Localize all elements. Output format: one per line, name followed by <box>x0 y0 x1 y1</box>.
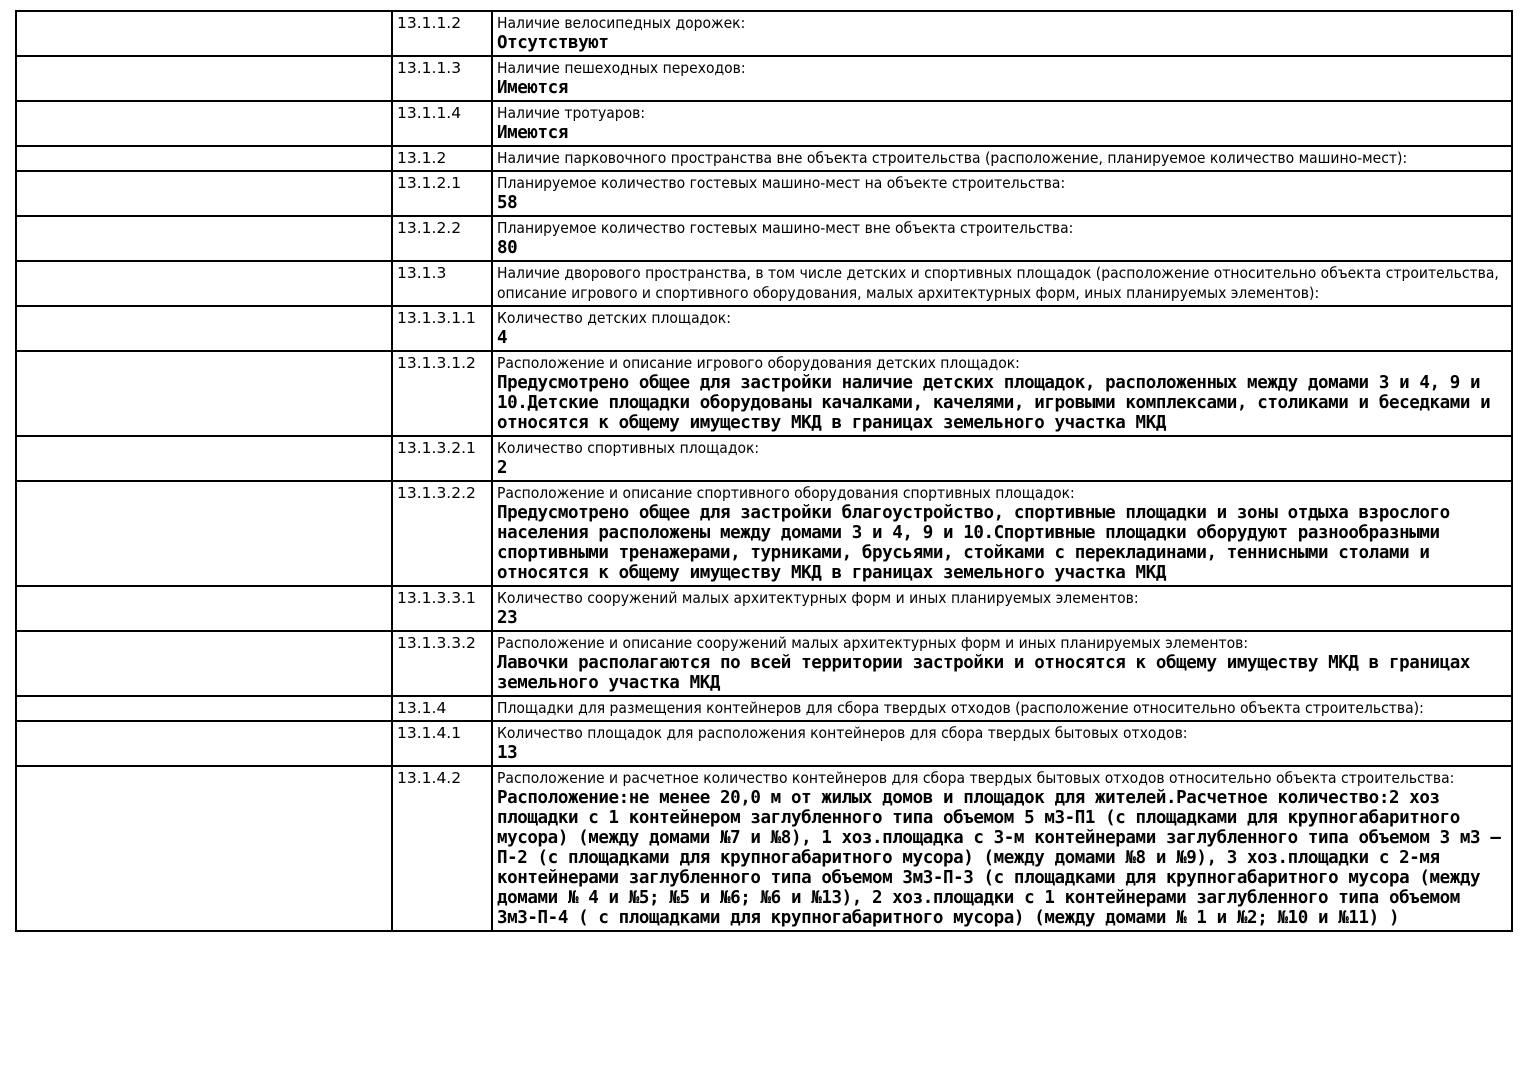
table-row <box>16 351 1512 436</box>
item-content-cell <box>492 101 1512 146</box>
empty-cell <box>16 721 392 766</box>
item-number: 13.1.3 <box>392 261 492 306</box>
item-label: Количество спортивных площадок: <box>497 439 760 457</box>
table-row <box>16 696 1512 721</box>
item-label: Наличие парковочного пространства вне объекта строительства (расположение, планируемое количество машино-мест): <box>497 149 1408 167</box>
table-row <box>16 721 1512 766</box>
item-value: Имеются <box>497 123 568 143</box>
project-declaration-table <box>15 10 1513 932</box>
item-number: 13.1.3.1.2 <box>392 351 492 436</box>
item-content-cell <box>492 631 1512 696</box>
empty-cell <box>16 56 392 101</box>
item-number: 13.1.4 <box>392 696 492 721</box>
item-number: 13.1.3.3.1 <box>392 586 492 631</box>
item-content-cell <box>492 696 1512 721</box>
item-label: Наличие дворового пространства, в том числе детских и спортивных площадок (расположение относительно объекта строительства, описание игрового и спортивного оборудования, малых архитектурных форм, иных планируемых элементов): <box>497 264 1499 302</box>
empty-cell <box>16 216 392 261</box>
item-number: 13.1.2 <box>392 146 492 171</box>
item-content-cell <box>492 146 1512 171</box>
item-content-cell <box>492 721 1512 766</box>
item-label: Наличие велосипедных дорожек: <box>497 14 746 32</box>
item-label: Расположение и расчетное количество контейнеров для сбора твердых бытовых отходов относительно объекта строительства: <box>497 769 1455 787</box>
item-value: Отсутствуют <box>497 33 609 53</box>
item-value: 23 <box>497 608 518 628</box>
item-label: Наличие тротуаров: <box>497 104 646 122</box>
item-number: 13.1.3.3.2 <box>392 631 492 696</box>
table-row <box>16 436 1512 481</box>
empty-cell <box>16 171 392 216</box>
empty-cell <box>16 146 392 171</box>
item-value: 2 <box>497 458 508 478</box>
item-value: 4 <box>497 328 508 348</box>
item-number: 13.1.3.2.1 <box>392 436 492 481</box>
item-content-cell <box>492 171 1512 216</box>
table-row <box>16 261 1512 306</box>
table-row <box>16 146 1512 171</box>
table-row <box>16 481 1512 586</box>
item-content-cell <box>492 766 1512 931</box>
item-content-cell <box>492 481 1512 586</box>
item-label: Площадки для размещения контейнеров для сбора твердых отходов (расположение относительно объекта строительства): <box>497 699 1424 717</box>
empty-cell <box>16 696 392 721</box>
item-number: 13.1.1.3 <box>392 56 492 101</box>
empty-cell <box>16 101 392 146</box>
item-content-cell <box>492 306 1512 351</box>
item-content-cell <box>492 351 1512 436</box>
item-label: Количество детских площадок: <box>497 309 731 327</box>
empty-cell <box>16 11 392 56</box>
empty-cell <box>16 261 392 306</box>
item-label: Планируемое количество гостевых машино-мест вне объекта строительства: <box>497 219 1074 237</box>
item-value: 13 <box>497 743 518 763</box>
item-number: 13.1.1.4 <box>392 101 492 146</box>
item-value: Лавочки располагаются по всей территории застройки и относятся к общему имуществу МКД в границах земельного участка МКД <box>497 653 1471 693</box>
table-body <box>16 11 1512 931</box>
item-value: 80 <box>497 238 518 258</box>
item-value: 58 <box>497 193 518 213</box>
item-content-cell <box>492 56 1512 101</box>
empty-cell <box>16 631 392 696</box>
item-content-cell <box>492 11 1512 56</box>
table-row <box>16 306 1512 351</box>
table-row <box>16 11 1512 56</box>
empty-cell <box>16 436 392 481</box>
item-content-cell <box>492 261 1512 306</box>
item-content-cell <box>492 586 1512 631</box>
item-value: Предусмотрено общее для застройки наличие детских площадок, расположенных между домами 3 и 4, 9 и 10.Детские площадки оборудованы качалками, качелями, игровыми комплексами, столиками и беседками и относятся к общему имуществу МКД в границах земельного участка МКД <box>497 373 1491 433</box>
item-label: Количество площадок для расположения контейнеров для сбора твердых бытовых отходов: <box>497 724 1188 742</box>
table-row <box>16 586 1512 631</box>
item-number: 13.1.1.2 <box>392 11 492 56</box>
empty-cell <box>16 481 392 586</box>
item-content-cell <box>492 216 1512 261</box>
item-number: 13.1.2.1 <box>392 171 492 216</box>
item-label: Расположение и описание сооружений малых архитектурных форм и иных планируемых элементов: <box>497 634 1249 652</box>
item-number: 13.1.3.1.1 <box>392 306 492 351</box>
table-row <box>16 171 1512 216</box>
empty-cell <box>16 586 392 631</box>
empty-cell <box>16 351 392 436</box>
table-row <box>16 101 1512 146</box>
table-row <box>16 216 1512 261</box>
item-number: 13.1.2.2 <box>392 216 492 261</box>
item-label: Наличие пешеходных переходов: <box>497 59 746 77</box>
item-number: 13.1.4.1 <box>392 721 492 766</box>
item-number: 13.1.3.2.2 <box>392 481 492 586</box>
item-value: Расположение:не менее 20,0 м от жилых домов и площадок для жителей.Расчетное количество:2 хоз площадки с 1 контейнером заглубленного типа объемом 5 м3-П1 (с площадками для крупногабаритного мусора) (между домами №7 и №8), 1 хоз.площадка с 3-м контейнерами заглубленного типа объемом 3 м3 – П-2 (с площадками для крупногабаритного мусора) (между домами №8 и №9), 3 хоз.площадки с 2-мя контейнерами заглубленного типа объемом 3м3-П-3 (с площадками для крупногабаритного мусора (между домами № 4 и №5; №5 и №6; №6 и №13), 2 хоз.площадки с 1 контейнерами заглубленного типа объемом 3м3-П-4 ( с площадками для крупногабаритного мусора) (между домами № 1 и №2; №10 и №11) ) <box>497 788 1501 928</box>
empty-cell <box>16 766 392 931</box>
item-label: Расположение и описание игрового оборудования детских площадок: <box>497 354 1020 372</box>
item-value: Предусмотрено общее для застройки благоустройство, спортивные площадки и зоны отдыха взрослого населения расположены между домами 3 и 4, 9 и 10.Спортивные площадки оборудуют разнообразными спортивными тренажерами, турниками, брусьями, стойками с перекладинами, теннисными столами и относятся к общему имуществу МКД в границах земельного участка МКД <box>497 503 1450 583</box>
empty-cell <box>16 306 392 351</box>
item-number: 13.1.4.2 <box>392 766 492 931</box>
item-label: Расположение и описание спортивного оборудования спортивных площадок: <box>497 484 1075 502</box>
item-label: Количество сооружений малых архитектурных форм и иных планируемых элементов: <box>497 589 1139 607</box>
table-row <box>16 766 1512 931</box>
table-row <box>16 631 1512 696</box>
table-row <box>16 56 1512 101</box>
item-value: Имеются <box>497 78 568 98</box>
item-content-cell <box>492 436 1512 481</box>
item-label: Планируемое количество гостевых машино-мест на объекте строительства: <box>497 174 1066 192</box>
